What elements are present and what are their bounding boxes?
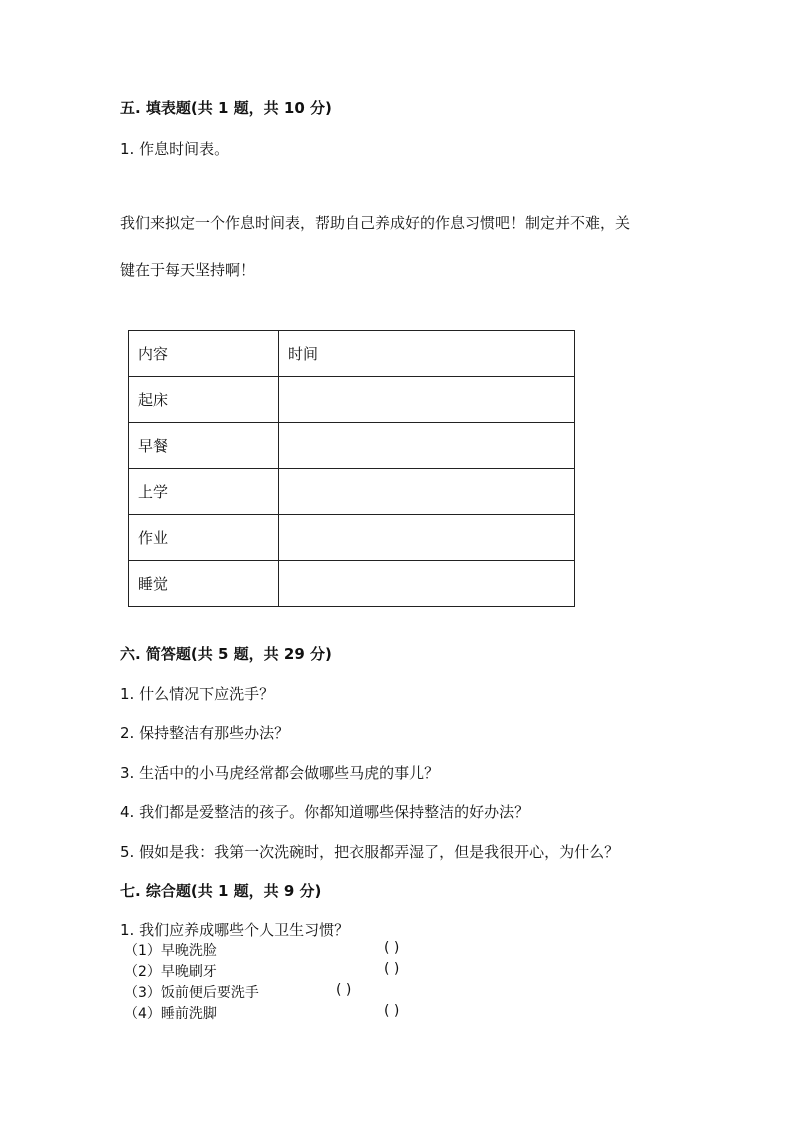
- table-cell-activity: 上学: [129, 469, 279, 515]
- option-label: （3）饭前便后要洗手: [124, 985, 259, 1001]
- table-cell-activity: 作业: [129, 515, 279, 561]
- table-header-row: [129, 331, 575, 377]
- table-cell-time[interactable]: [279, 561, 575, 607]
- answer-blank[interactable]: ( ): [384, 1003, 400, 1019]
- section-6-heading: 六. 简答题(共 5 题，共 29 分): [120, 645, 332, 663]
- question-item: 5. 假如是我：我第一次洗碗时，把衣服都弄湿了，但是我很开心，为什么？: [120, 843, 620, 861]
- table-cell-activity: 睡觉: [129, 561, 279, 607]
- option-label: （1）早晚洗脸: [124, 943, 217, 959]
- answer-blank[interactable]: ( ): [336, 982, 352, 998]
- table-row: [129, 515, 575, 561]
- answer-blank[interactable]: ( ): [384, 940, 400, 956]
- table-header-cell: 时间: [279, 331, 575, 377]
- intro-text-line-1: 我们来拟定一个作息时间表，帮助自己养成好的作息习惯吧！制定并不难，关: [120, 214, 631, 232]
- table-row: [129, 423, 575, 469]
- table-header-cell: 内容: [129, 331, 279, 377]
- answer-blank[interactable]: ( ): [384, 961, 400, 977]
- table-cell-time[interactable]: [279, 377, 575, 423]
- table-cell-activity: 起床: [129, 377, 279, 423]
- question-title: 1. 我们应养成哪些个人卫生习惯？: [120, 921, 350, 939]
- table-cell-activity: 早餐: [129, 423, 279, 469]
- question-item: 4. 我们都是爱整洁的孩子。你都知道哪些保持整洁的好办法？: [120, 803, 530, 821]
- option-label: （4）睡前洗脚: [124, 1006, 217, 1022]
- table-row: [129, 561, 575, 607]
- table-row: [129, 469, 575, 515]
- option-label: （2）早晚刷牙: [124, 964, 217, 980]
- table-cell-time[interactable]: [279, 423, 575, 469]
- section-7-heading: 七. 综合题(共 1 题，共 9 分): [120, 882, 322, 900]
- question-item: 2. 保持整洁有那些办法？: [120, 724, 290, 742]
- section-5-heading: 五. 填表题(共 1 题，共 10 分): [120, 99, 332, 117]
- question-item: 1. 什么情况下应洗手？: [120, 685, 275, 703]
- question-item: 3. 生活中的小马虎经常都会做哪些马虎的事儿？: [120, 764, 440, 782]
- question-title: 1. 作息时间表。: [120, 140, 230, 158]
- table-cell-time[interactable]: [279, 469, 575, 515]
- table-cell-time[interactable]: [279, 515, 575, 561]
- intro-text-line-2: 键在于每天坚持啊！: [120, 261, 256, 279]
- schedule-table: [128, 330, 575, 607]
- table-row: [129, 377, 575, 423]
